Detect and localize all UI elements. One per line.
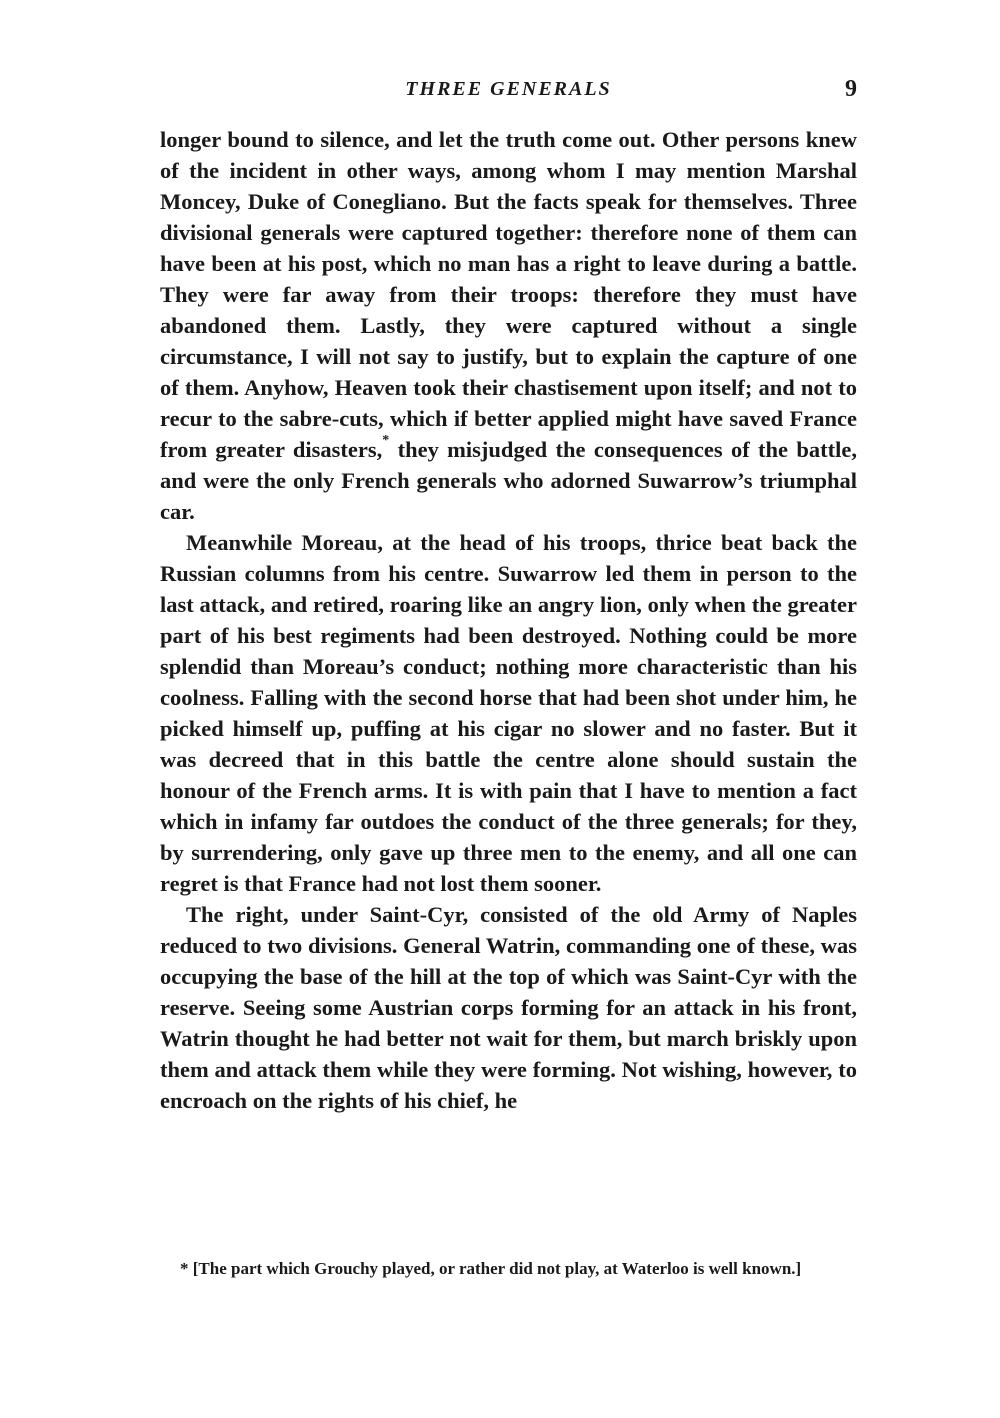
running-title: THREE GENERALS [405,78,612,100]
paragraph: Meanwhile Moreau, at the head of his troops, thrice beat back the Russian columns from his centre. Suwarrow led them in person to the last attack, and retired, roaring like an angry lion, only when the greater part of his best regiments had been destroyed. Nothing could be more splendid than Moreau’s conduct; nothing more characteristic than his coolness. Falling with the second horse that had been shot under him, he picked himself up, puffing at his cigar no slower and no faster. But it was decreed that in this battle the centre alone should sustain the honour of the French arms. It is with pain that I have to mention a fact which in infamy far outdoes the conduct of the three generals; for they, by surrendering, only gave up three men to the enemy, and all one can regret is that France had not lost them sooner. [160,530,857,896]
paragraph-continued [160,124,857,527]
paragraph: The right, under Saint-Cyr, consisted of the old Army of Naples reduced to two divisions. General Watrin, commanding one of these, was occupying the base of the hill at the top of which was Saint-Cyr with the reserve. Seeing some Austrian corps forming for an attack in his front, Watrin thought he had better not wait for them, but march briskly upon them and attack them while they were forming. Not wishing, however, to encroach on the rights of his chief, he [160,902,857,1113]
page-number: 9 [845,76,857,102]
paragraph-text-cont: they misjudged the consequences of the battle, and were the only French generals who adorned Suwarrow’s triumphal car. [160,437,857,524]
footnote-marker: * [180,1259,189,1278]
footnote-text: [The part which Grouchy played, or rather did not play, at Waterloo is well known.] [192,1259,802,1278]
page-header [160,72,857,106]
body-text [160,124,857,1116]
footnote [160,1256,857,1282]
paragraph-text: longer bound to silence, and let the truth come out. Other persons knew of the incident in other ways, among whom I may mention Marshal Moncey, Duke of Conegliano. But the facts speak for themselves. Three divisional generals were captured together: therefore none of them can have been at his post, which no man has a right to leave during a battle. They were far away from their troops: therefore they must have abandoned them. Lastly, they were captured without a single circumstance, I will not say to justify, but to explain the capture of one of them. Anyhow, Heaven took their chastisement upon itself; and not to recur to the sabre-cuts, which if better applied might have saved France from greater disasters, [160,127,857,462]
footnote-reference: * [382,433,390,448]
